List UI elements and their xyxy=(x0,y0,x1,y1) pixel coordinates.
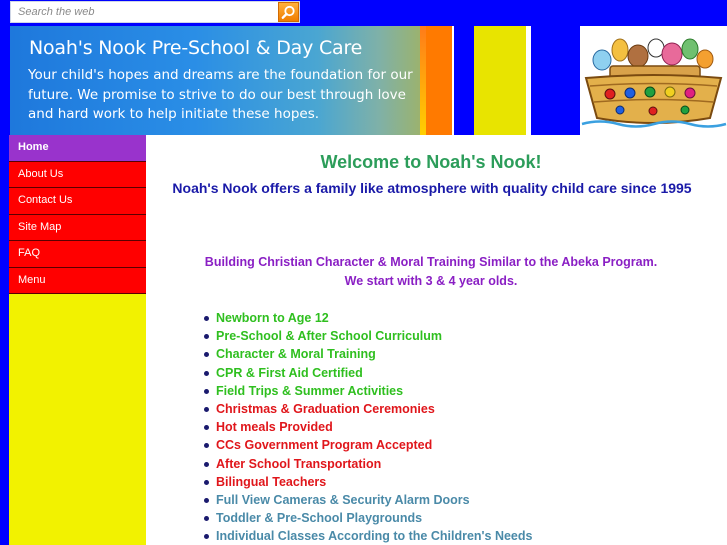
sidebar-item-site-map[interactable]: Site Map xyxy=(9,215,146,242)
feature-item: Individual Classes According to the Children's Needs xyxy=(204,527,532,545)
intro-text: Noah's Nook offers a family like atmosphere with quality child care since 1995 xyxy=(172,180,692,196)
feature-item: Character & Moral Training xyxy=(204,345,532,363)
feature-item: Field Trips & Summer Activities xyxy=(204,382,532,400)
feature-item: Bilingual Teachers xyxy=(204,473,532,491)
magnifier-icon xyxy=(281,5,296,20)
welcome-heading: Welcome to Noah's Nook! xyxy=(320,152,542,172)
search-button[interactable] xyxy=(278,2,299,22)
training-line-1: Building Christian Character & Moral Training Similar to the Abeka Program. xyxy=(204,255,658,269)
noahs-ark-logo xyxy=(580,26,727,135)
feature-item: Newborn to Age 12 xyxy=(204,309,532,327)
feature-item: After School Transportation xyxy=(204,455,532,473)
site-title: Noah's Nook Pre-School & Day Care xyxy=(29,37,363,59)
header-stripe xyxy=(454,26,474,135)
feature-item: CPR & First Aid Certified xyxy=(204,364,532,382)
feature-item: Hot meals Provided xyxy=(204,418,532,436)
features-list xyxy=(204,309,532,545)
search-input[interactable] xyxy=(11,2,279,22)
search-box xyxy=(10,1,300,23)
feature-item: CCs Government Program Accepted xyxy=(204,436,532,454)
sidebar-item-about-us[interactable]: About Us xyxy=(9,162,146,189)
feature-item: Toddler & Pre-School Playgrounds xyxy=(204,509,532,527)
main-content xyxy=(146,135,727,545)
feature-item: Full View Cameras & Security Alarm Doors xyxy=(204,491,532,509)
feature-item: Christmas & Graduation Ceremonies xyxy=(204,400,532,418)
sidebar-item-contact-us[interactable]: Contact Us xyxy=(9,188,146,215)
feature-item: Pre-School & After School Curriculum xyxy=(204,327,532,345)
training-text xyxy=(146,253,716,290)
header-stripe xyxy=(474,26,526,135)
sidebar-item-home[interactable]: Home xyxy=(9,135,146,162)
training-line-2: We start with 3 & 4 year olds. xyxy=(344,273,518,288)
header-stripe xyxy=(426,26,452,135)
header-stripe xyxy=(531,26,580,135)
sidebar-nav xyxy=(9,135,146,545)
top-bar xyxy=(0,0,727,26)
site-tagline: Your child's hopes and dreams are the foundation for our future. We promise to strive to do our best through love and hard work to help initiate these hopes. xyxy=(28,67,413,122)
header-banner xyxy=(10,26,420,135)
sidebar-item-menu[interactable]: Menu xyxy=(9,268,146,295)
logo-area xyxy=(580,26,727,135)
sidebar-item-faq[interactable]: FAQ xyxy=(9,241,146,268)
site-header xyxy=(0,26,727,135)
